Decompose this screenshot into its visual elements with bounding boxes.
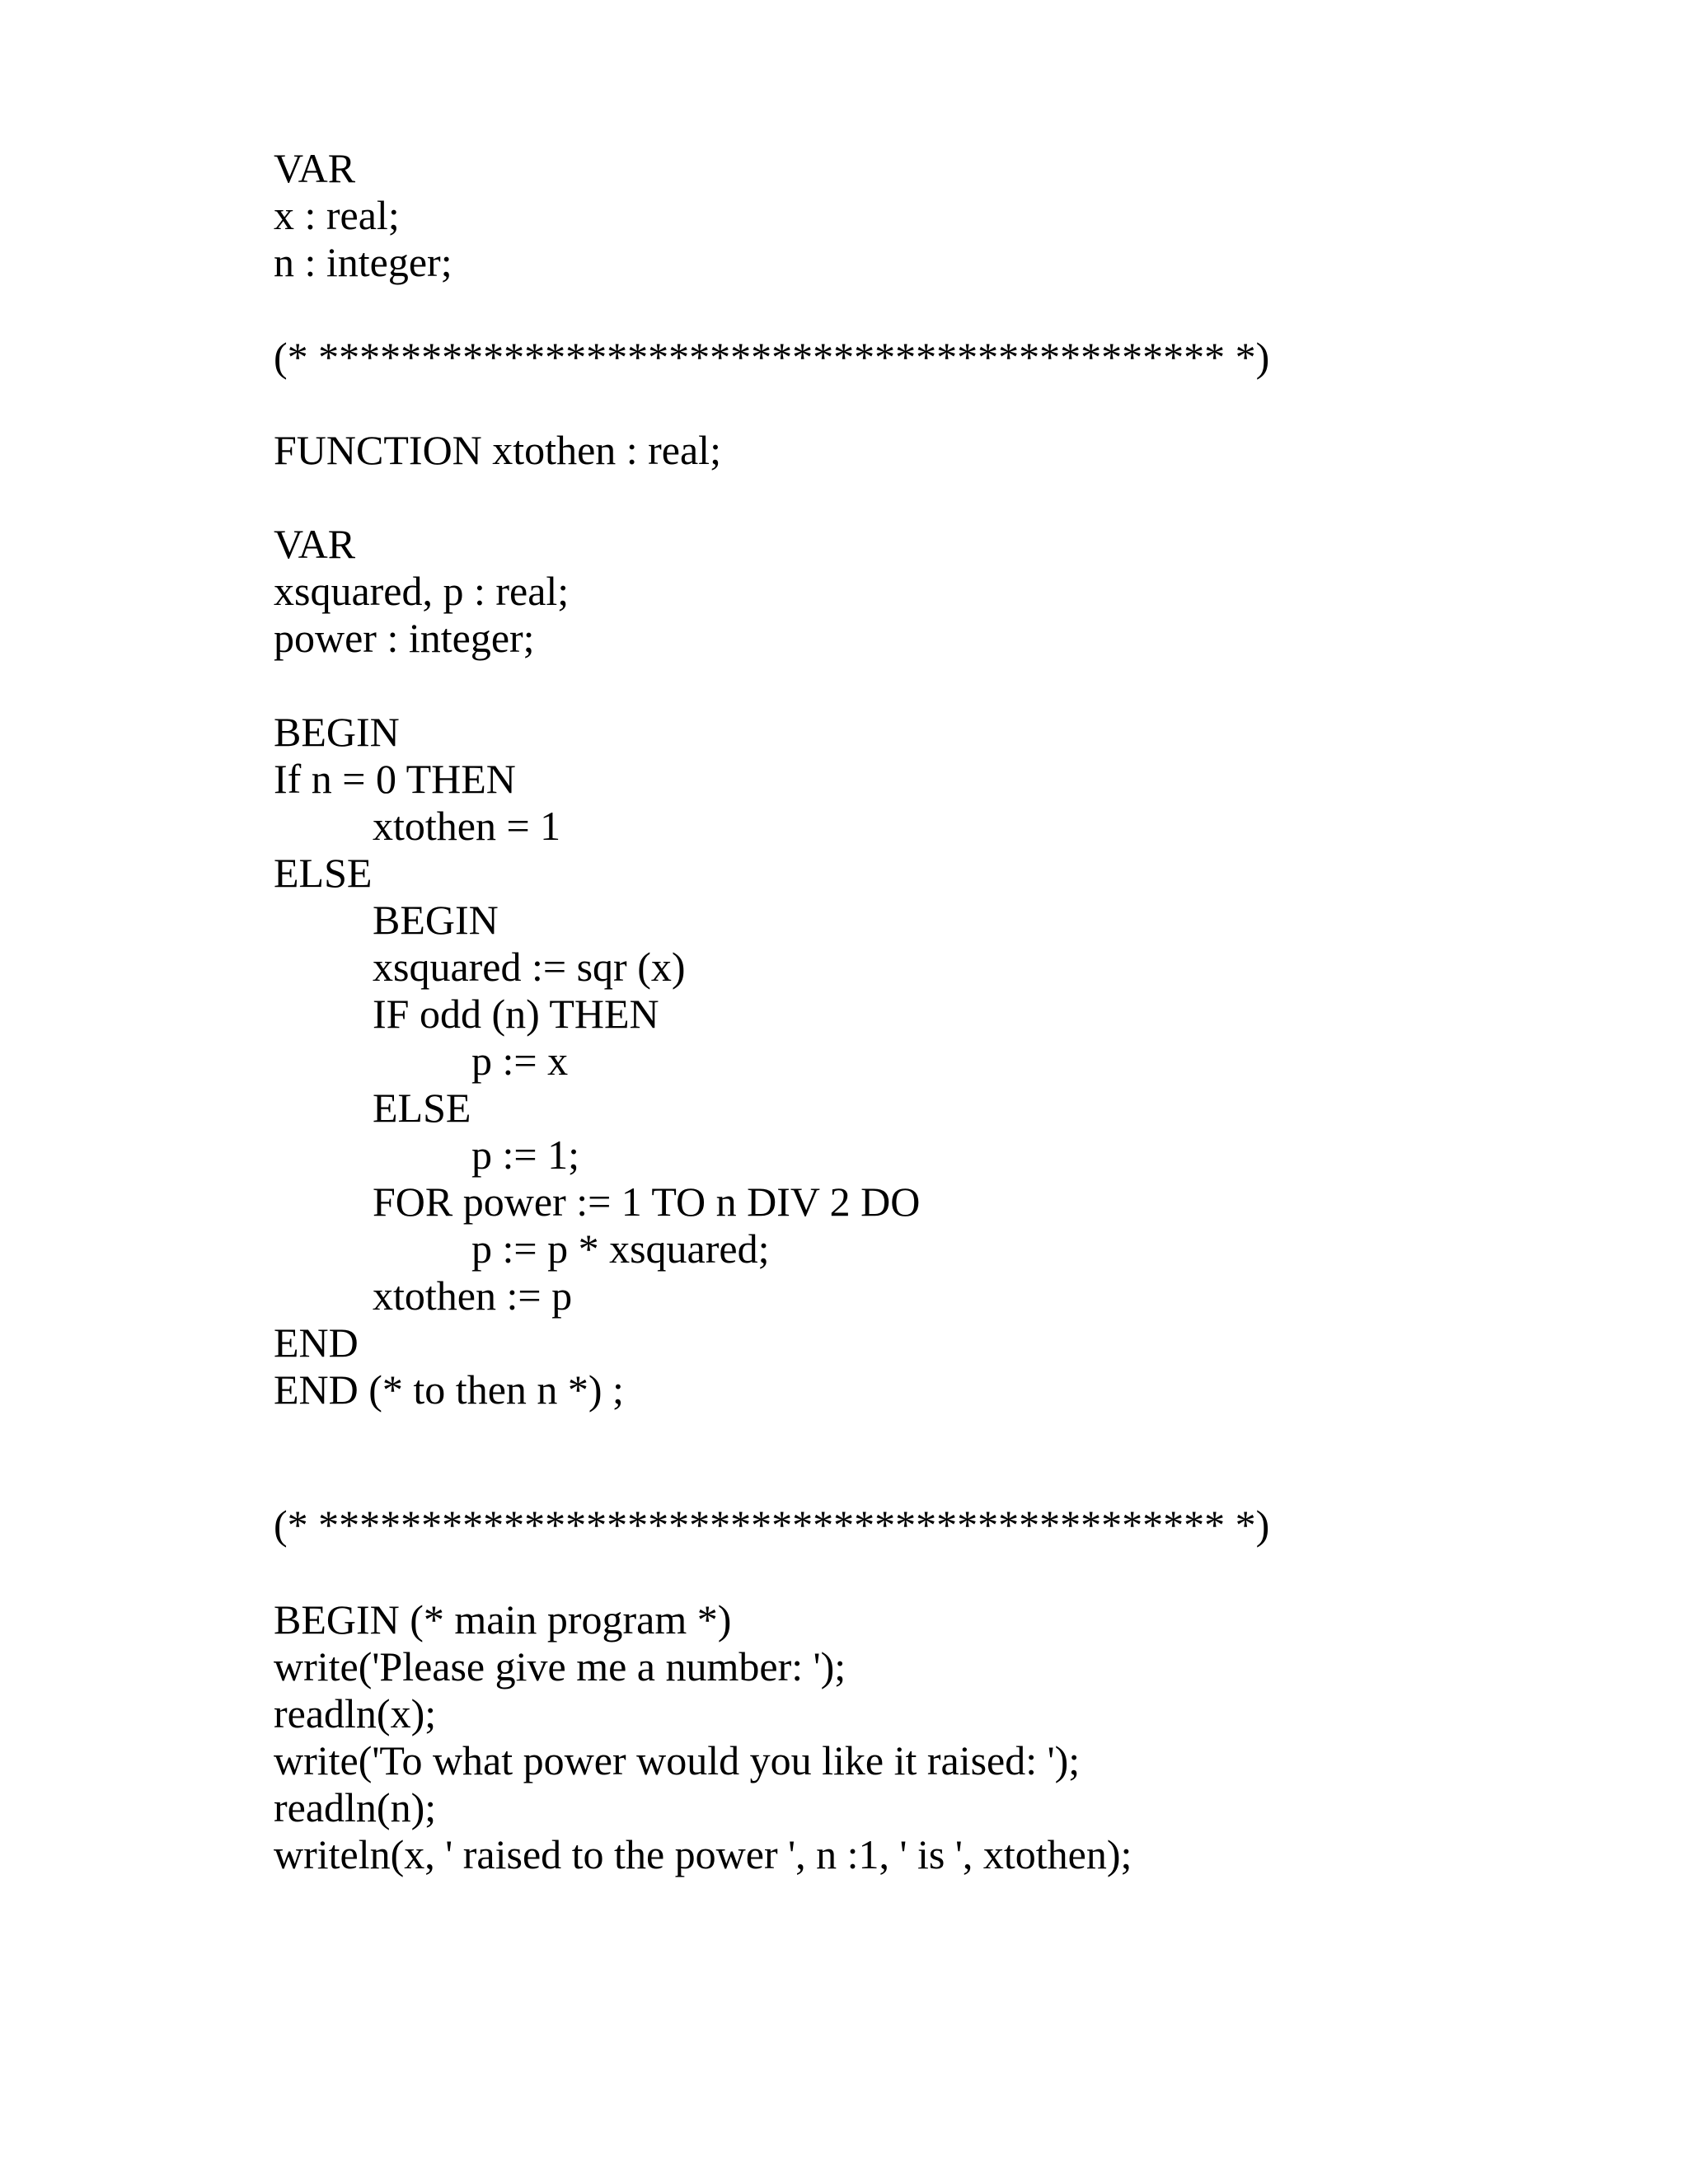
code-line: writeln(x, ' raised to the power ', n :1, ' is ', xtothen); [274, 1831, 1132, 1877]
code-line: readln(n); [274, 1784, 437, 1830]
code-line: BEGIN (* main program *) [274, 1596, 732, 1643]
comment-divider: (* ******************************************** *) [274, 1502, 1270, 1548]
code-line: power : integer; [274, 615, 535, 661]
code-line: FUNCTION xtothen : real; [274, 427, 721, 473]
code-line: VAR [274, 145, 356, 191]
code-line: p := p * xsquared; [471, 1226, 770, 1272]
code-line: IF odd (n) THEN [373, 991, 659, 1037]
code-line: readln(x); [274, 1690, 437, 1736]
code-line: ELSE [373, 1085, 471, 1131]
code-line: xtothen := p [373, 1272, 573, 1319]
code-line: p := 1; [471, 1132, 579, 1178]
code-line: n : integer; [274, 239, 452, 285]
code-line: xsquared, p : real; [274, 568, 570, 614]
code-line: BEGIN [373, 897, 499, 943]
code-line: ELSE [274, 850, 373, 896]
comment-divider: (* ******************************************** *) [274, 334, 1270, 380]
code-line: write('Please give me a number: '); [274, 1643, 846, 1690]
code-line: xsquared := sqr (x) [373, 944, 686, 990]
code-line: FOR power := 1 TO n DIV 2 DO [373, 1179, 921, 1225]
code-line: END [274, 1319, 359, 1366]
code-line: If n = 0 THEN [274, 756, 516, 802]
code-line: p := x [471, 1038, 569, 1084]
code-line: VAR [274, 521, 356, 567]
code-line: END (* to then n *) ; [274, 1366, 624, 1413]
code-line: x : real; [274, 192, 400, 238]
code-line: write('To what power would you like it raised: '); [274, 1737, 1081, 1783]
code-line: xtothen = 1 [373, 803, 561, 849]
code-line: BEGIN [274, 709, 400, 755]
